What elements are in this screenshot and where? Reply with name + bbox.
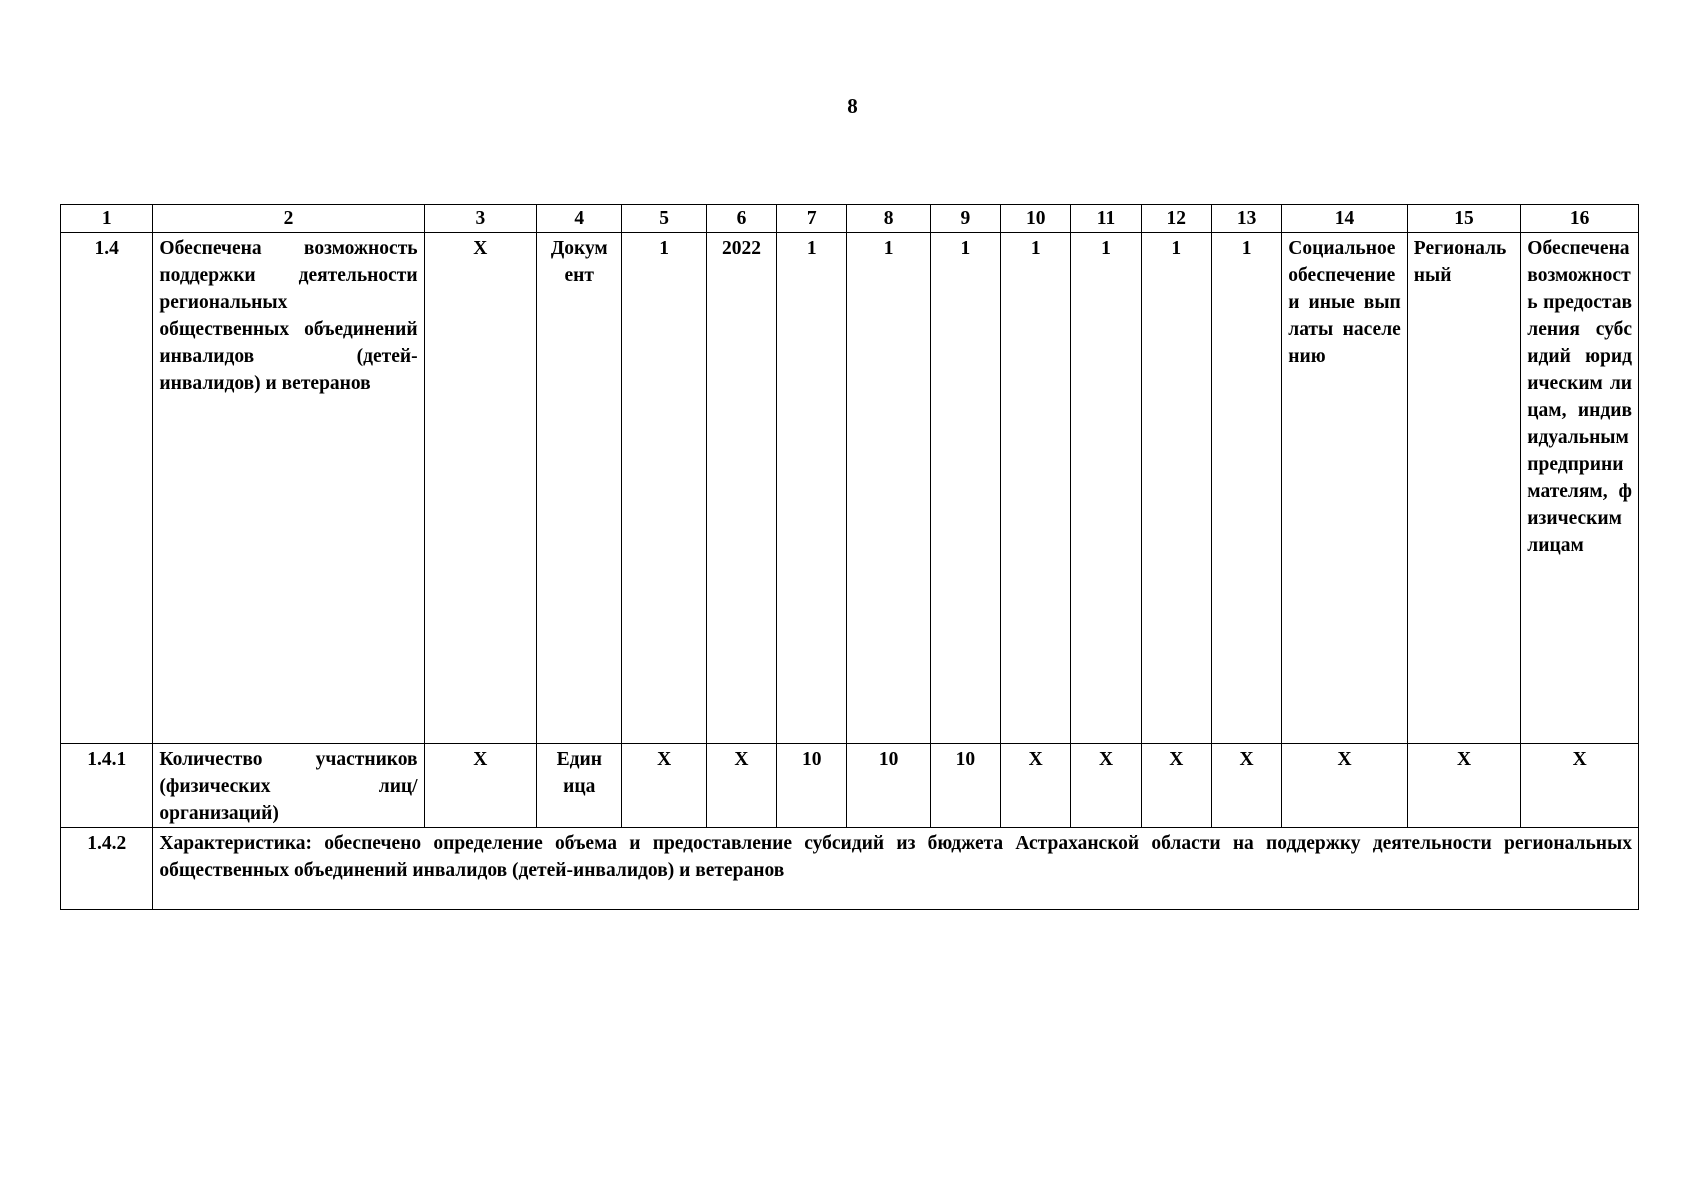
table-cell: 10 (777, 744, 847, 828)
unit-text: Документ (550, 238, 608, 286)
unit-cell (537, 233, 622, 744)
table-cell: Х (424, 233, 536, 744)
level-cell: Региональный (1407, 233, 1521, 744)
table-cell: 1 (847, 233, 930, 744)
unit-text: Единица (556, 749, 602, 797)
table-cell: Х (1211, 744, 1281, 828)
table-row (61, 233, 1639, 744)
table-cell: 1 (1001, 233, 1071, 744)
column-header: 2 (153, 205, 424, 233)
column-header: 9 (930, 205, 1000, 233)
table-cell: Х (1071, 744, 1141, 828)
table-row (61, 744, 1639, 828)
table-cell: 1 (622, 233, 706, 744)
result-characteristic-cell: Обеспечена возможность предоставления субсидий юридическим лицам, индивидуальным предпринимателям, физическим лицам (1521, 233, 1639, 744)
column-header: 15 (1407, 205, 1521, 233)
indicator-description: Количество участников (физических лиц/организаций) (153, 744, 424, 828)
table-cell: Х (1282, 744, 1408, 828)
table-cell: 1 (777, 233, 847, 744)
result-description: Обеспечена возможность поддержки деятельности региональных общественных объединений инвалидов (детей-инвалидов) и ветеранов (153, 233, 424, 744)
column-header: 10 (1001, 205, 1071, 233)
table-cell: 1 (930, 233, 1000, 744)
row-number: 1.4.2 (61, 828, 153, 910)
table-cell: 1 (1071, 233, 1141, 744)
table-cell: 1 (1141, 233, 1211, 744)
table-cell: Х (1001, 744, 1071, 828)
table-cell: Х (1521, 744, 1639, 828)
table-cell: Х (1407, 744, 1521, 828)
column-header: 4 (537, 205, 622, 233)
column-header: 16 (1521, 205, 1639, 233)
column-header: 8 (847, 205, 930, 233)
column-header: 3 (424, 205, 536, 233)
table-cell: 10 (930, 744, 1000, 828)
unit-cell (537, 744, 622, 828)
table-cell: Х (706, 744, 776, 828)
column-header: 13 (1211, 205, 1281, 233)
table-header-row (61, 205, 1639, 233)
characteristic-text: Характеристика: обеспечено определение объема и предоставление субсидий из бюджета Астраханской области на поддержку деятельности региональных общественных объединений инвалидов (детей-инвалидов) и ветеранов (153, 828, 1639, 910)
page-number: 8 (847, 94, 858, 118)
column-header: 7 (777, 205, 847, 233)
expense-type-cell: Социальное обеспечение и иные выплаты населению (1282, 233, 1408, 744)
column-header: 6 (706, 205, 776, 233)
column-header: 5 (622, 205, 706, 233)
row-number: 1.4 (61, 233, 153, 744)
table-cell: Х (622, 744, 706, 828)
table-row (61, 828, 1639, 910)
table-cell: 1 (1211, 233, 1281, 744)
row-number: 1.4.1 (61, 744, 153, 828)
table-cell: 2022 (706, 233, 776, 744)
table-cell: Х (1141, 744, 1211, 828)
column-header: 12 (1141, 205, 1211, 233)
table-cell: 10 (847, 744, 930, 828)
column-header: 11 (1071, 205, 1141, 233)
results-table (60, 204, 1639, 910)
table-cell: Х (424, 744, 536, 828)
column-header: 14 (1282, 205, 1408, 233)
column-header: 1 (61, 205, 153, 233)
